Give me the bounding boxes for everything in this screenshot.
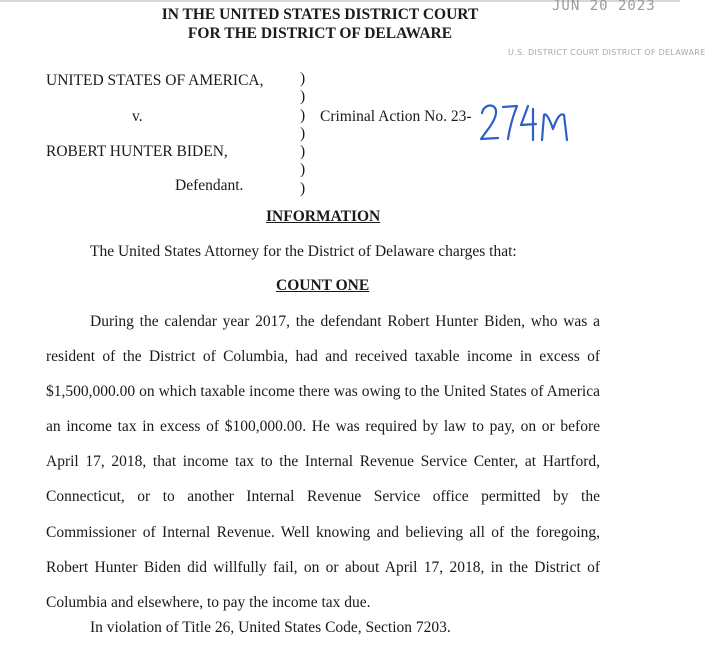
caption-paren: ) (300, 143, 306, 161)
filed-date-stamp: JUN 20 2023 (552, 0, 656, 14)
violation-paragraph: In violation of Title 26, United States Code, Section 7203. (90, 619, 451, 636)
case-number-label: Criminal Action No. 23- (320, 108, 472, 125)
caption-versus: v. (132, 108, 143, 125)
caption-paren: ) (300, 179, 306, 197)
caption-paren: ) (300, 161, 306, 179)
count-body-paragraph: During the calendar year 2017, the defendant Robert Hunter Biden, who was a resident of the District of Columbia, had and received taxable income in excess of $1,500,000.00 on which taxable income there was owing to the United States of America an income tax in excess of $100,000.00. He was required by law to pay, on or before April 17, 2018, that income tax to the Internal Revenue Service Center, at Hartford, Connecticut, or to another Internal Revenue Service office permitted by the Commissioner of Internal Revenue. Well knowing and believing all of the foregoing, Robert Hunter Biden did willfully fail, on or about April 17, 2018, in the District of Columbia and elsewhere, to pay the income tax due. (46, 313, 600, 611)
document-title: INFORMATION (266, 208, 381, 225)
handwriting-strokes (481, 106, 567, 141)
court-clerk-stamp: U.S. DISTRICT COURT DISTRICT OF DELAWARE (508, 48, 705, 57)
caption-paren: ) (300, 124, 306, 142)
count-heading: COUNT ONE (276, 277, 370, 294)
caption-defendant-label: Defendant. (175, 177, 244, 194)
caption-paren: ) (300, 106, 306, 124)
court-header-line1: IN THE UNITED STATES DISTRICT COURT (161, 6, 479, 23)
intro-paragraph: The United States Attorney for the District of Delaware charges that: (90, 243, 517, 260)
caption-plaintiff: UNITED STATES OF AMERICA, (46, 72, 264, 89)
court-header-line2: FOR THE DISTRICT OF DELAWARE (187, 25, 453, 42)
court-header (120, 5, 520, 43)
handwritten-case-number (478, 98, 578, 146)
caption-paren: ) (300, 88, 306, 106)
caption-paren: ) (300, 70, 306, 87)
caption-defendant-name: ROBERT HUNTER BIDEN, (46, 143, 228, 160)
caption-parentheses (300, 70, 305, 198)
